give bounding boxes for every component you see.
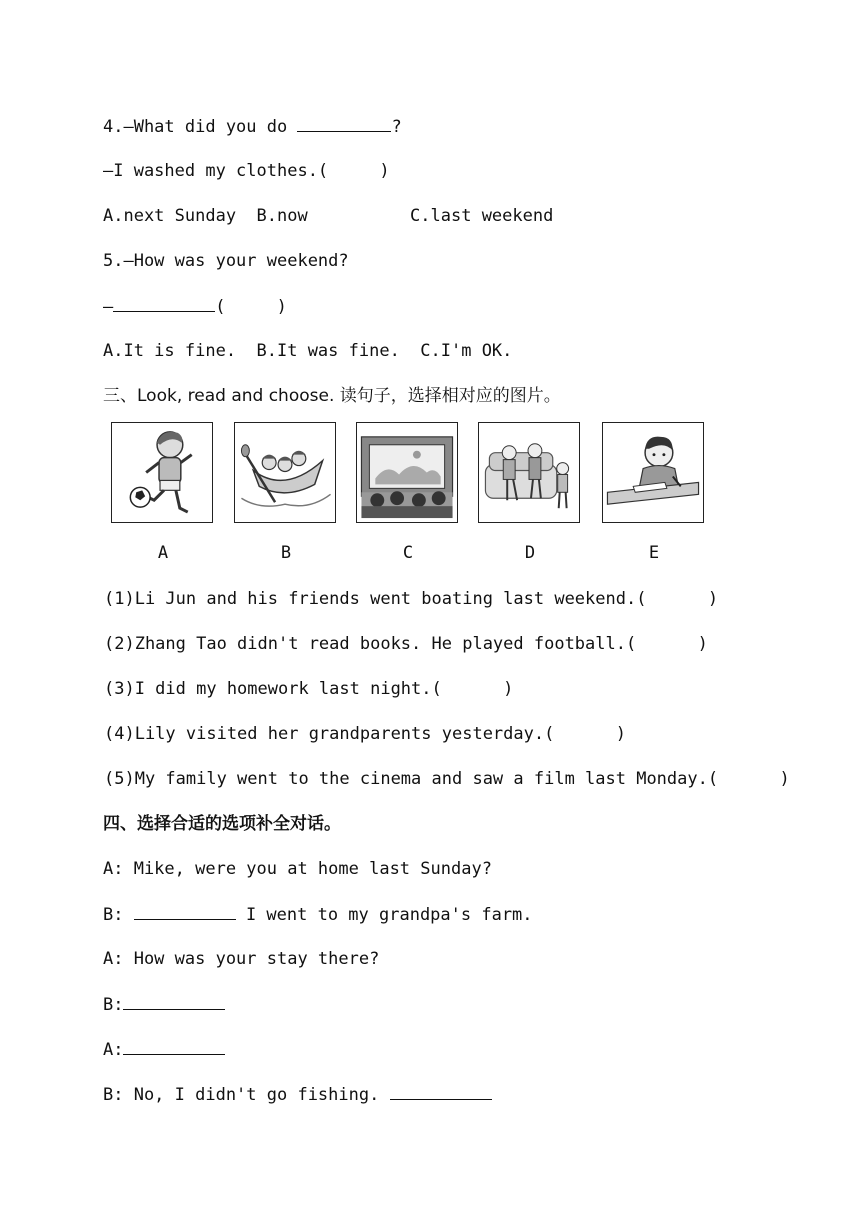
section3-item-1: (1)Li Jun and his friends went boating last weekend.( ) [104,589,719,609]
picture-b [234,422,336,523]
cinema-audience-icon [357,423,457,522]
picture-a-label: A [157,543,169,563]
q5-options: A.It is fine. B.It was fine. C.I'm OK. [103,341,513,361]
q4-question: 4.—What did you do ? [103,117,402,137]
dialogue-b3-blank[interactable] [390,1083,492,1100]
q5-blank[interactable] [113,295,215,312]
q4-answer: —I washed my clothes.( ) [103,161,390,181]
section3-item-5: (5)My family went to the cinema and saw a film last Monday.( ) [104,769,790,789]
picture-d [478,422,580,523]
family-visiting-grandparents-icon [479,423,579,522]
dialogue-b3: B: No, I didn't go fishing. [103,1083,492,1106]
section3-item-3: (3)I did my homework last night.( ) [104,679,514,699]
dialogue-b1-blank[interactable] [134,903,236,920]
q4-options: A.next Sunday B.now C.last weekend [103,206,554,226]
boy-doing-homework-icon [603,423,703,522]
boy-playing-football-icon [112,423,212,522]
section3-item-2: (2)Zhang Tao didn't read books. He played football.( ) [104,634,708,654]
section3-title: 三、Look, read and choose. 读句子，选择相对应的图片。 [103,386,561,406]
picture-c-label: C [402,543,414,563]
q5-question: 5.—How was your weekend? [103,251,349,271]
dialogue-a2: A: How was your stay there? [103,949,380,969]
dialogue-a3-blank[interactable] [123,1038,225,1055]
dialogue-b2: B: [103,993,225,1016]
section4-title: 四、选择合适的选项补全对话。 [103,814,341,834]
picture-a [111,422,213,523]
q5-answer: — ( ) [103,297,287,317]
picture-c [356,422,458,523]
section3-item-4: (4)Lily visited her grandparents yesterday.( ) [104,724,626,744]
dialogue-b2-blank[interactable] [123,993,225,1010]
picture-d-label: D [524,543,536,563]
children-boating-icon [235,423,335,522]
dialogue-a3: A: [103,1038,225,1061]
dialogue-b1: B: I went to my grandpa's farm. [103,905,533,925]
dialogue-a1: A: Mike, were you at home last Sunday? [103,859,492,879]
picture-e-label: E [648,543,660,563]
picture-b-label: B [280,543,292,563]
q4-blank[interactable] [297,115,391,132]
picture-e [602,422,704,523]
